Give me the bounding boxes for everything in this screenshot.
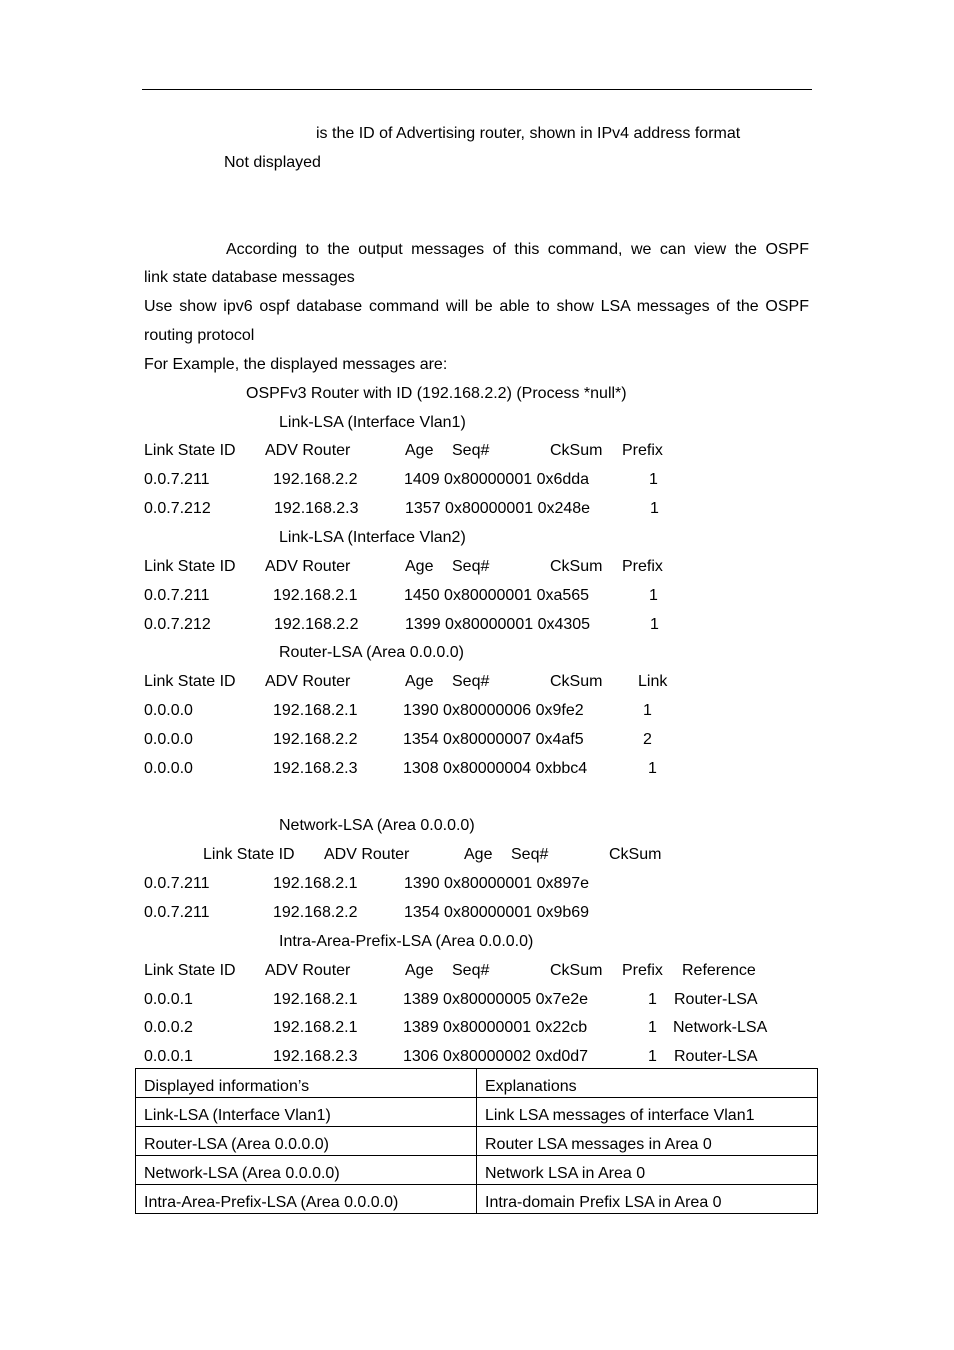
cell-reference: Router-LSA — [674, 1048, 758, 1065]
table-row — [136, 1098, 818, 1127]
header-prefix: Prefix — [622, 962, 663, 979]
header-age: Age — [405, 962, 434, 979]
cell-prefix: 1 — [648, 1048, 657, 1065]
header-link-state-id: Link State ID — [144, 673, 236, 690]
cell-link-state-id: 0.0.7.212 — [144, 500, 211, 517]
adv-router-description: is the ID of Advertising router, shown in IPv4 address format — [316, 125, 741, 142]
cell-adv-router: 192.168.2.3 — [273, 1048, 358, 1065]
cell-reference: Router-LSA — [674, 991, 758, 1008]
cell-adv-router: 192.168.2.1 — [273, 702, 358, 719]
header-link: Link — [638, 673, 668, 690]
header-adv-router: ADV Router — [265, 442, 351, 459]
header-cksum: CkSum — [550, 673, 603, 690]
header-adv-router: ADV Router — [265, 962, 351, 979]
header-seq: Seq# — [452, 673, 490, 690]
header-prefix: Prefix — [622, 442, 663, 459]
header-link-state-id: Link State ID — [144, 558, 236, 575]
table-row — [136, 1156, 818, 1185]
cell-displayed-information: Network-LSA (Area 0.0.0.0) — [136, 1156, 477, 1185]
cell-explanation: Intra-domain Prefix LSA in Area 0 — [477, 1185, 818, 1214]
cell-link: 1 — [648, 760, 657, 777]
cell-link-state-id: 0.0.0.0 — [144, 702, 193, 719]
cell-explanation: Network LSA in Area 0 — [477, 1156, 818, 1185]
cell-age-seq-cksum: 1306 0x80000002 0xd0d7 — [403, 1048, 589, 1065]
cell-age-seq-cksum: 1399 0x80000001 0x4305 — [405, 616, 591, 633]
cell-prefix: 1 — [648, 1019, 657, 1036]
cell-explanation: Router LSA messages in Area 0 — [477, 1127, 818, 1156]
header-link-state-id: Link State ID — [144, 442, 236, 459]
header-seq: Seq# — [452, 962, 490, 979]
header-displayed-information: Displayed information’s — [136, 1069, 477, 1098]
header-cksum: CkSum — [550, 442, 603, 459]
header-adv-router: ADV Router — [265, 558, 351, 575]
cell-age-seq-cksum: 1308 0x80000004 0xbbc4 — [403, 760, 588, 777]
cell-adv-router: 192.168.2.2 — [273, 731, 358, 748]
cell-adv-router: 192.168.2.1 — [273, 991, 358, 1008]
example-intro: For Example, the displayed messages are: — [144, 356, 448, 373]
cell-age-seq-cksum: 1357 0x80000001 0x248e — [405, 500, 591, 517]
cell-age-seq-cksum: 1409 0x80000001 0x6dda — [404, 471, 590, 488]
cell-age-seq-cksum: 1450 0x80000001 0xa565 — [404, 587, 590, 604]
cell-link-state-id: 0.0.0.1 — [144, 1048, 193, 1065]
cell-prefix: 1 — [649, 471, 658, 488]
section-title-router-lsa: Router-LSA (Area 0.0.0.0) — [279, 644, 464, 661]
cell-link-state-id: 0.0.7.211 — [144, 904, 210, 921]
cell-adv-router: 192.168.2.1 — [273, 587, 358, 604]
header-link-state-id: Link State ID — [203, 846, 295, 863]
section-title-link-lsa-vlan2: Link-LSA (Interface Vlan2) — [279, 529, 466, 546]
header-reference: Reference — [682, 962, 756, 979]
cell-displayed-information: Intra-Area-Prefix-LSA (Area 0.0.0.0) — [136, 1185, 477, 1214]
cell-link: 1 — [643, 702, 652, 719]
cell-link-state-id: 0.0.7.211 — [144, 471, 210, 488]
cell-link-state-id: 0.0.7.211 — [144, 587, 210, 604]
cell-age-seq-cksum: 1354 0x80000001 0x9b69 — [404, 904, 590, 921]
router-header: OSPFv3 Router with ID (192.168.2.2) (Process *null*) — [246, 385, 627, 402]
usage-paragraph-line-1: According to the output messages of this command, we can view the OSPF — [226, 241, 809, 258]
header-cksum: CkSum — [550, 558, 603, 575]
cell-link: 2 — [643, 731, 652, 748]
header-adv-router: ADV Router — [324, 846, 410, 863]
header-link-state-id: Link State ID — [144, 962, 236, 979]
cell-displayed-information: Router-LSA (Area 0.0.0.0) — [136, 1127, 477, 1156]
cell-prefix: 1 — [650, 616, 659, 633]
page-header-rule — [142, 89, 812, 90]
cell-link-state-id: 0.0.0.0 — [144, 731, 193, 748]
cell-adv-router: 192.168.2.2 — [274, 616, 359, 633]
header-prefix: Prefix — [622, 558, 663, 575]
cell-age-seq-cksum: 1390 0x80000001 0x897e — [404, 875, 590, 892]
cell-prefix: 1 — [649, 587, 658, 604]
cell-adv-router: 192.168.2.3 — [273, 760, 358, 777]
cell-adv-router: 192.168.2.2 — [273, 471, 358, 488]
cell-adv-router: 192.168.2.3 — [274, 500, 359, 517]
cell-age-seq-cksum: 1389 0x80000005 0x7e2e — [403, 991, 589, 1008]
cell-link-state-id: 0.0.0.0 — [144, 760, 193, 777]
cell-age-seq-cksum: 1354 0x80000007 0x4af5 — [403, 731, 584, 748]
header-age: Age — [405, 673, 434, 690]
cell-link-state-id: 0.0.0.2 — [144, 1019, 193, 1036]
cell-prefix: 1 — [648, 991, 657, 1008]
usage-paragraph-line-2: link state database messages — [144, 269, 355, 286]
header-age: Age — [464, 846, 493, 863]
cell-link-state-id: 0.0.7.211 — [144, 875, 210, 892]
header-seq: Seq# — [511, 846, 549, 863]
table-row — [136, 1127, 818, 1156]
cell-explanation: Link LSA messages of interface Vlan1 — [477, 1098, 818, 1127]
table-row — [136, 1185, 818, 1214]
cell-adv-router: 192.168.2.2 — [273, 904, 358, 921]
section-title-link-lsa-vlan1: Link-LSA (Interface Vlan1) — [279, 414, 466, 431]
table-header-row — [136, 1069, 818, 1098]
cell-age-seq-cksum: 1389 0x80000001 0x22cb — [403, 1019, 588, 1036]
header-seq: Seq# — [452, 558, 490, 575]
cell-age-seq-cksum: 1390 0x80000006 0x9fe2 — [403, 702, 584, 719]
cell-link-state-id: 0.0.0.1 — [144, 991, 193, 1008]
cell-reference: Network-LSA — [673, 1019, 768, 1036]
header-adv-router: ADV Router — [265, 673, 351, 690]
explanation-table — [135, 1068, 818, 1214]
cell-adv-router: 192.168.2.1 — [273, 1019, 358, 1036]
header-seq: Seq# — [452, 442, 490, 459]
not-displayed-note: Not displayed — [224, 154, 321, 171]
section-title-intra-area-prefix-lsa: Intra-Area-Prefix-LSA (Area 0.0.0.0) — [279, 933, 534, 950]
header-explanations: Explanations — [477, 1069, 818, 1098]
header-cksum: CkSum — [550, 962, 603, 979]
section-title-network-lsa: Network-LSA (Area 0.0.0.0) — [279, 817, 475, 834]
header-age: Age — [405, 558, 434, 575]
instructions-paragraph-line-2: routing protocol — [144, 327, 255, 344]
header-cksum: CkSum — [609, 846, 662, 863]
cell-prefix: 1 — [650, 500, 659, 517]
cell-link-state-id: 0.0.7.212 — [144, 616, 211, 633]
cell-displayed-information: Link-LSA (Interface Vlan1) — [136, 1098, 477, 1127]
header-age: Age — [405, 442, 434, 459]
instructions-paragraph-line-1: Use show ipv6 ospf database command will be able to show LSA messages of the OSPF — [144, 298, 809, 315]
cell-adv-router: 192.168.2.1 — [273, 875, 358, 892]
